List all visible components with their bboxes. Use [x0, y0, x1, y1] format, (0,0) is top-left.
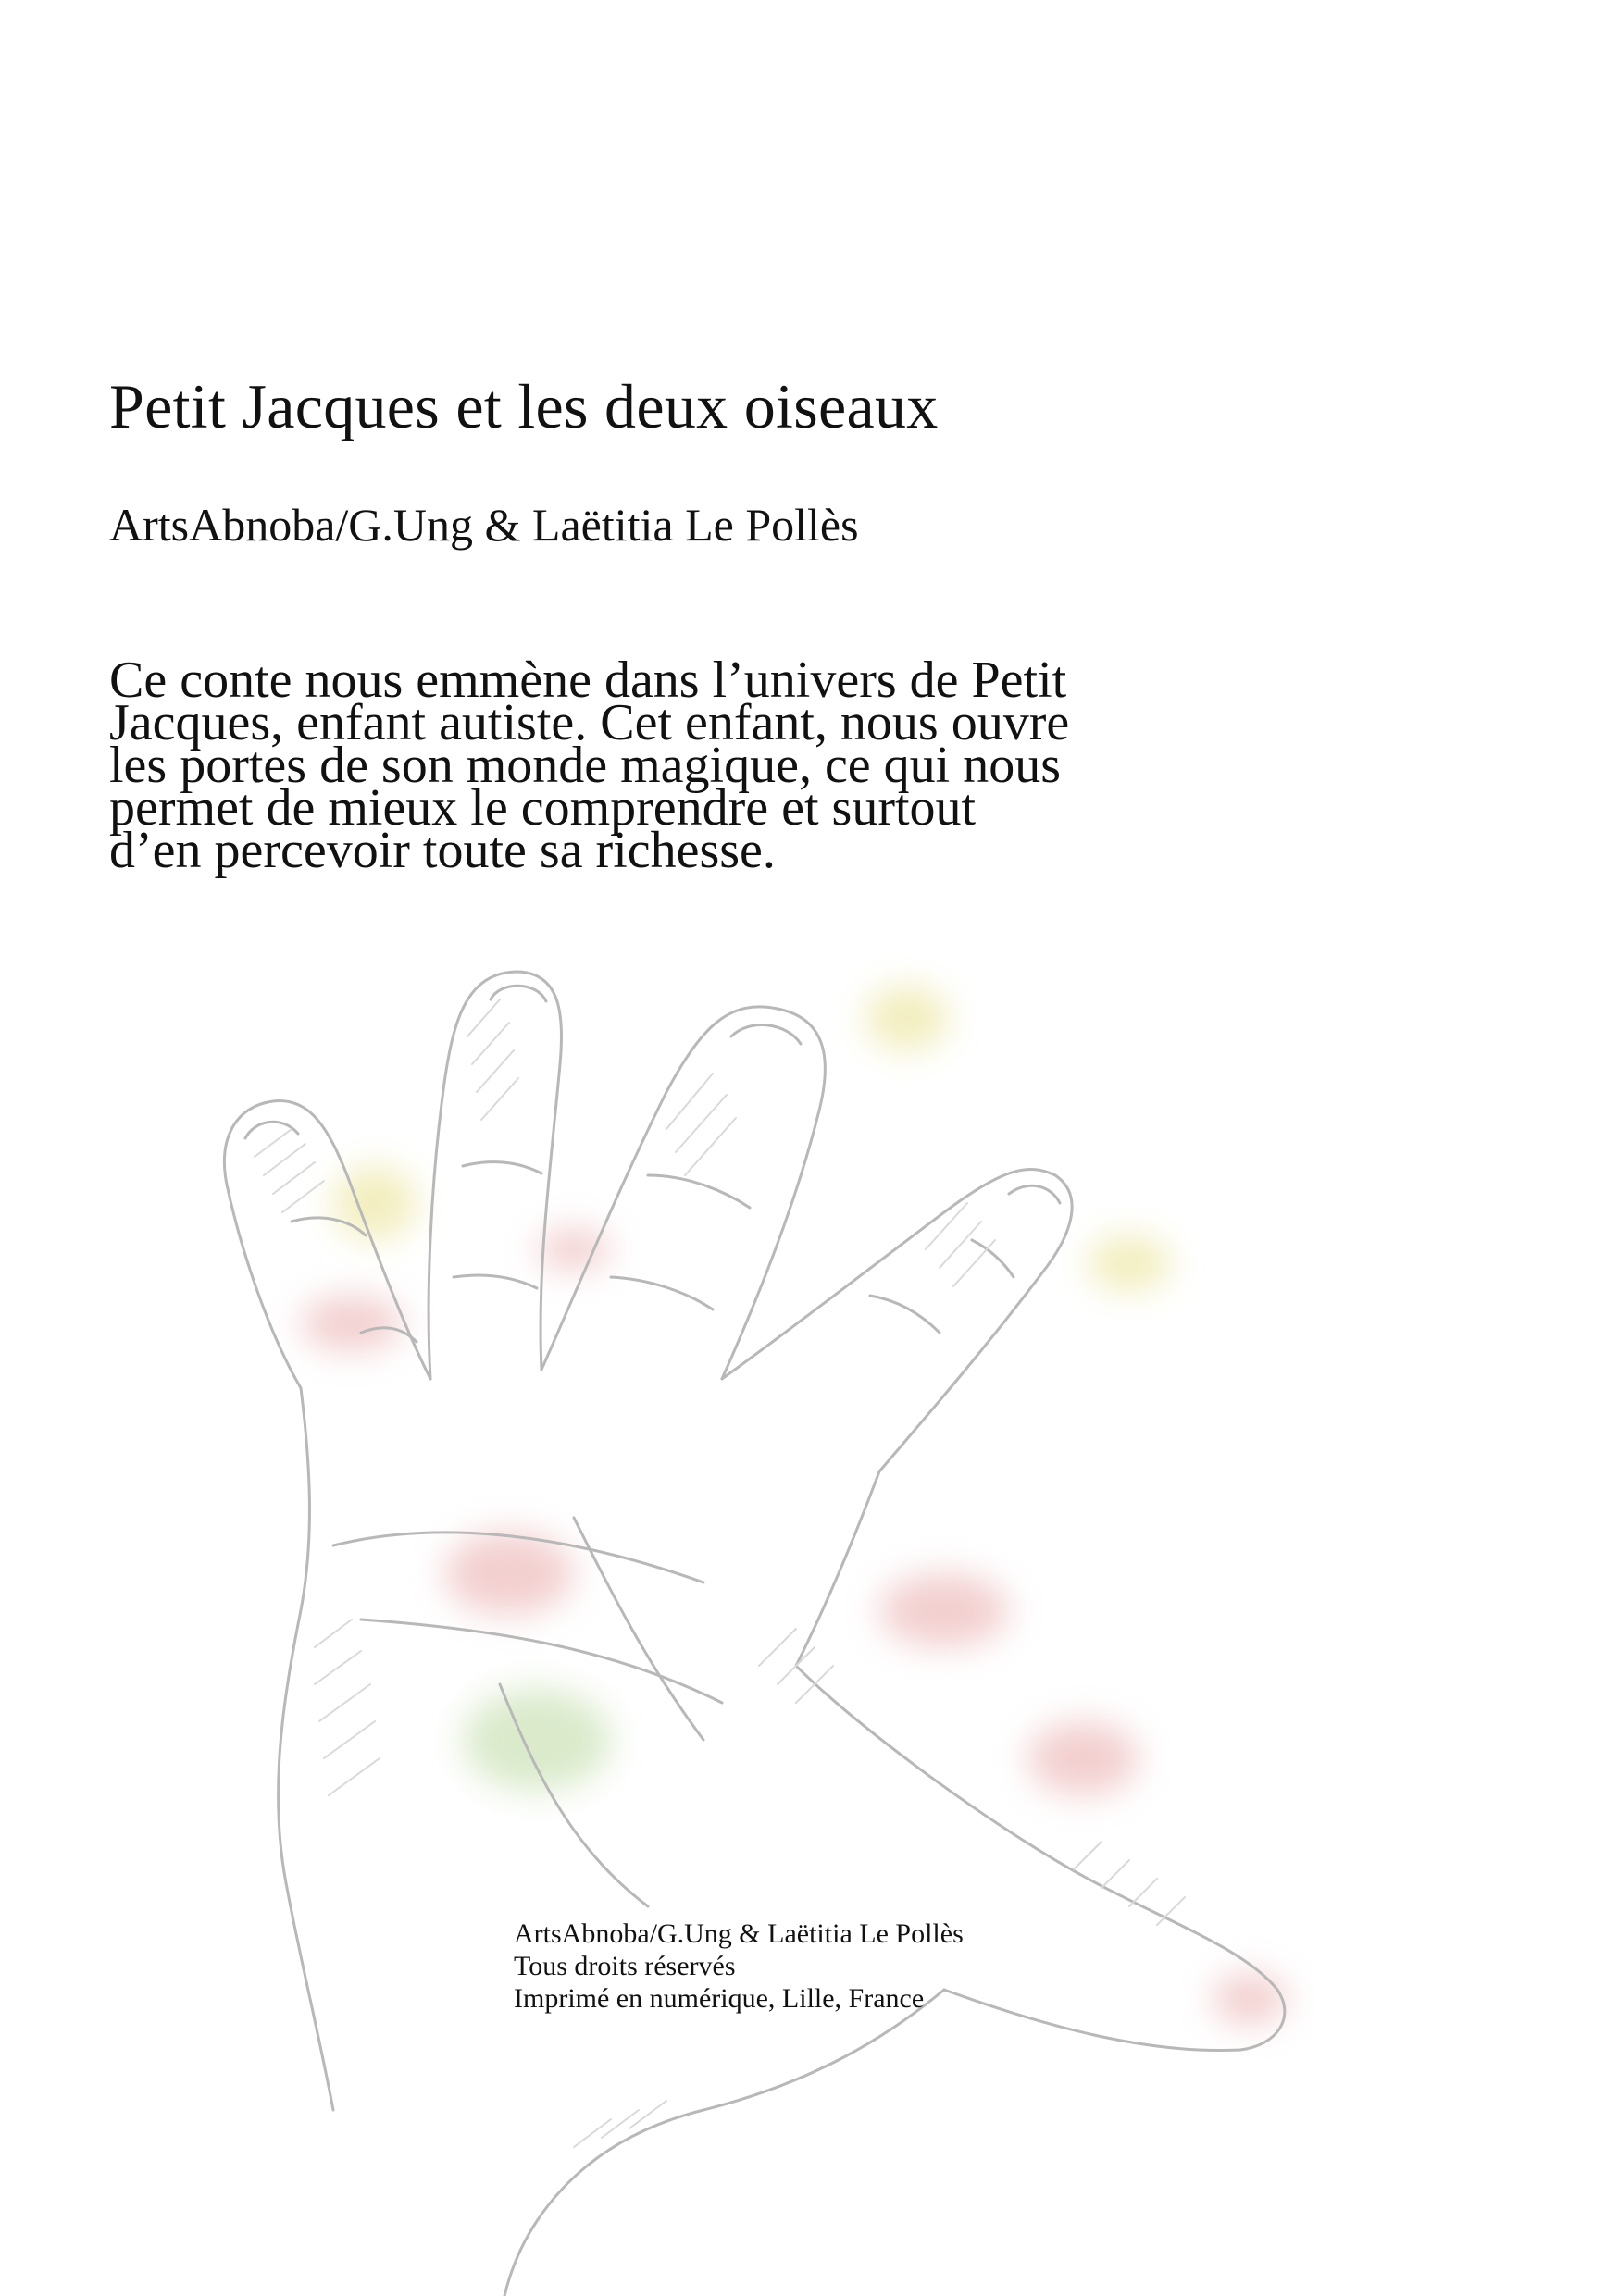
- hand-outline: [541, 1007, 825, 1379]
- fingernail: [731, 1025, 801, 1044]
- tint-yellow: [333, 1166, 417, 1240]
- finger-joint: [454, 1275, 537, 1288]
- tint-red: [301, 1296, 403, 1351]
- tint-red: [879, 1573, 1009, 1647]
- tint-yellow: [865, 986, 949, 1050]
- hand-outline: [429, 972, 561, 1379]
- tint-green: [463, 1689, 611, 1791]
- blurb-line: les portes de son monde magique, ce qui nous: [109, 737, 1062, 794]
- fingernail: [491, 986, 546, 1001]
- book-blurb: [109, 652, 1257, 879]
- finger-joint: [611, 1277, 713, 1309]
- tint-red: [1213, 1973, 1287, 2025]
- tint-red: [1027, 1721, 1139, 1795]
- finger-joint: [648, 1175, 750, 1208]
- colophon-line: Tous droits réservés: [514, 1951, 736, 1981]
- colophon-line: ArtsAbnoba/G.Ung & Laëtitia Le Pollès: [514, 1918, 964, 1949]
- blurb-line: Ce conte nous emmène dans l’univers de Petit: [109, 652, 1067, 709]
- colophon-line: Imprimé en numérique, Lille, France: [514, 1983, 925, 2014]
- hand-sketch-illustration: [56, 944, 1314, 2296]
- blurb-line: Jacques, enfant autiste. Cet enfant, nous ouvre: [109, 694, 1070, 751]
- hand-outline: [279, 1388, 333, 2110]
- tint-yellow: [1088, 1235, 1171, 1291]
- colophon: [514, 1917, 964, 2015]
- fingernail: [1009, 1185, 1060, 1203]
- book-authors: ArtsAbnoba/G.Ung & Laëtitia Le Pollès: [109, 499, 859, 551]
- blurb-line: d’en percevoir toute sa richesse.: [109, 822, 776, 879]
- finger-joint: [463, 1162, 541, 1173]
- tint-red: [444, 1532, 574, 1615]
- book-title: Petit Jacques et les deux oiseaux: [109, 371, 939, 441]
- finger-joint: [870, 1296, 940, 1333]
- hand-outline: [722, 1169, 1072, 1471]
- blurb-line: permet de mieux le comprendre et surtout: [109, 779, 977, 837]
- hand-outline: [504, 1990, 944, 2296]
